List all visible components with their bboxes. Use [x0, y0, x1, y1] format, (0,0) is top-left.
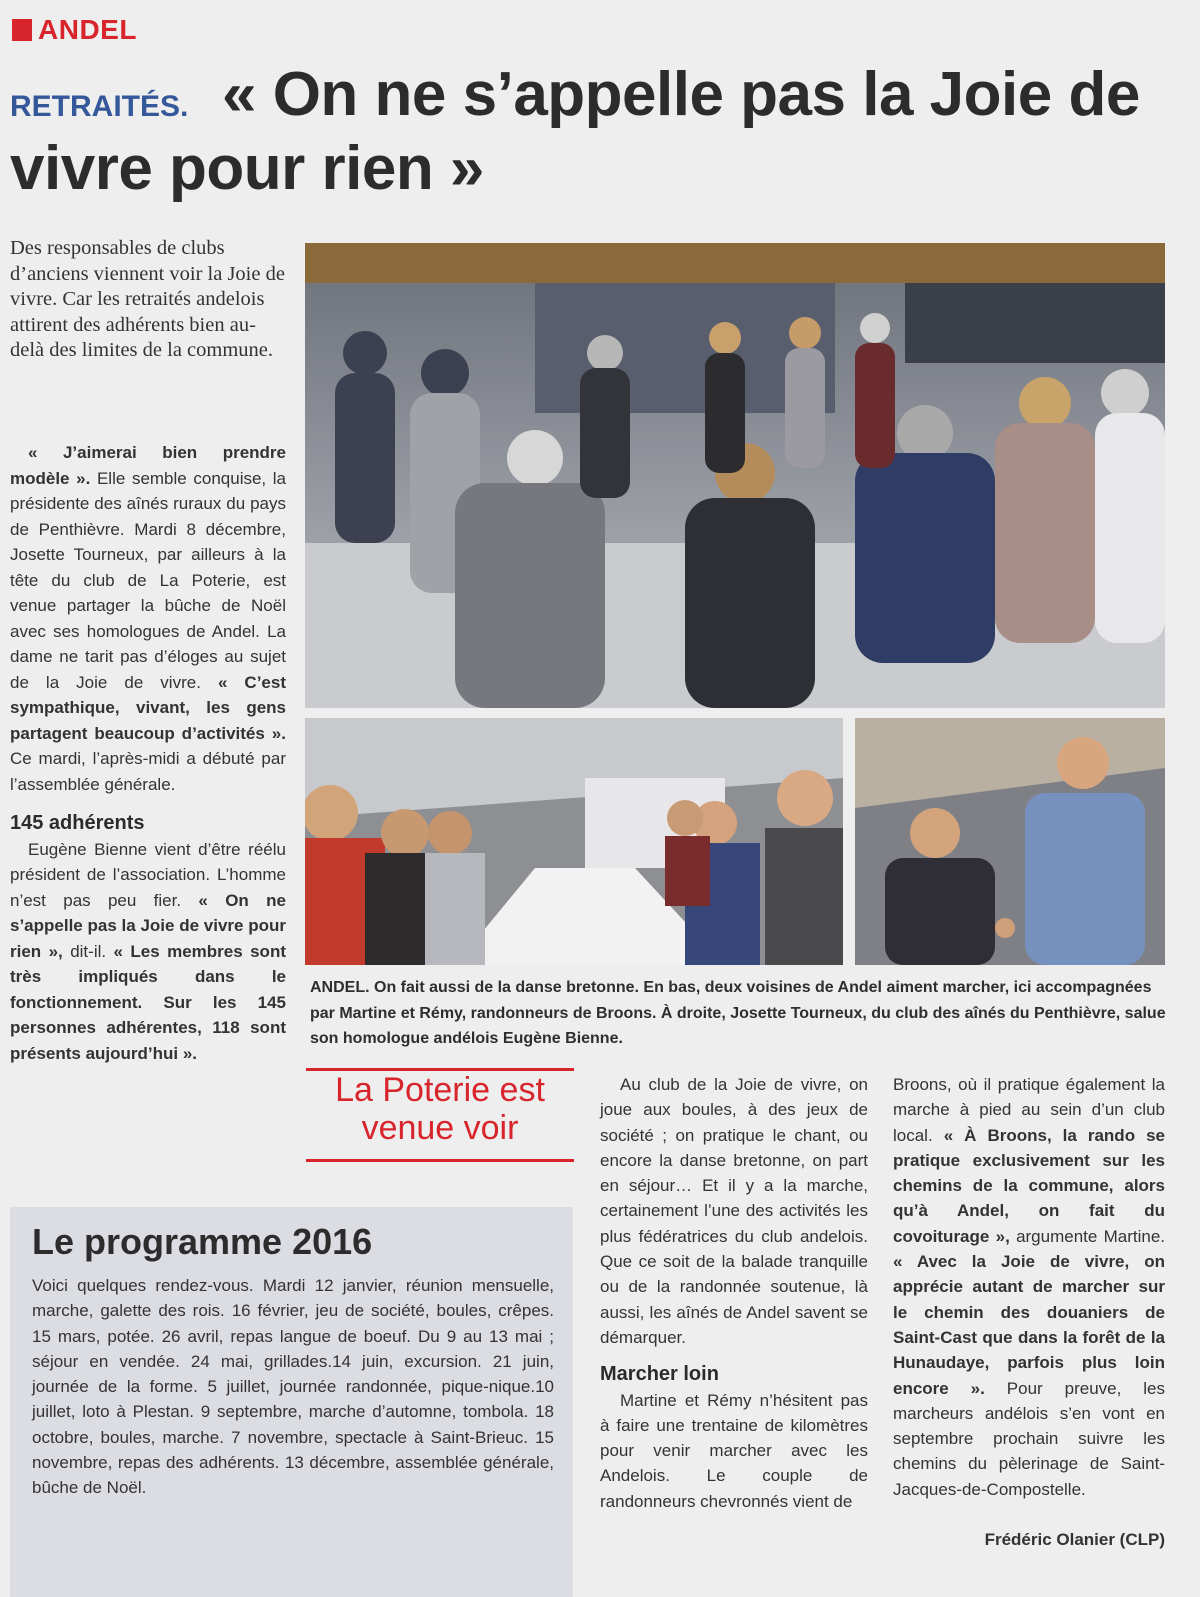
body-paragraph-4: Martine et Rémy n’hésitent pas à faire une trentaine de kilomètres pour venir marcher avec les Andelois. Le couple de randonneurs chevronnés vient de	[600, 1390, 868, 1511]
program-box	[10, 1207, 573, 1597]
headline	[10, 58, 1180, 206]
caption-lead: ANDEL.	[310, 979, 370, 996]
body-paragraph-1: « J’aimerai bien prendre modèle ». Elle semble conquise, la présidente des aînés ruraux du pays de Penthièvre. Mardi 8 décembre, Josette Tourneux, par ailleurs à la tête du club de La Poterie, est venue partager la bûche de Noël avec ses homologues de Andel. La dame ne tarit pas d’éloges au sujet de la Joie de vivre. « C’est sympathique, vivant, les gens partagent beaucoup d’activités ». Ce mardi, l’après-midi a débuté par l’assemblée générale.	[10, 443, 287, 794]
subhead-marcher-loin: Marcher loin	[600, 1363, 719, 1386]
pull-quote-line-2: venue voir	[361, 1109, 519, 1147]
body-column-3	[893, 1072, 1165, 1502]
section-marker	[12, 19, 32, 41]
body-column-1	[10, 440, 286, 1066]
photo-lunch-table	[305, 718, 843, 965]
author-signature: Frédéric Olanier (CLP)	[984, 1530, 1165, 1549]
body-paragraph-3: Au club de la Joie de vivre, on joue aux boules, à des jeux de société ; on pratique le chant, ou encore la danse bretonne, on part en séjour… Et il y a la marche, certainement l’une des activités les plus fédératrices du club andelois. Que ce soit de la balade tranquille ou de la randonnée soutenue, là aussi, les aînés de Andel savent se démarquer.	[600, 1075, 868, 1347]
kicker: RETRAITÉS.	[10, 90, 189, 123]
lead-paragraph: Des responsables de clubs d’anciens viennent voir la Joie de vivre. Car les retraités andelois attirent des adhérents bien au-delà des limites de la commune.	[10, 237, 285, 361]
headline-text: « On ne s’appelle pas la Joie de vivre pour rien »	[10, 60, 1140, 203]
pull-quote-line-1: La Poterie est	[335, 1071, 545, 1109]
section-name: ANDEL	[38, 14, 137, 45]
body-column-2	[600, 1072, 868, 1514]
photo-dance-circle	[305, 243, 1165, 708]
body-paragraph-2: Eugène Bienne vient d’être réélu président de l’association. L’homme n’est pas peu fier. « On ne s’appelle pas la Joie de vivre pour rien », dit-il. « Les membres sont très impliqués dans le fonctionnement. Sur les 145 personnes adhérentes, 118 sont présents aujourd’hui ».	[10, 839, 286, 1063]
program-title: Le programme 2016	[32, 1221, 373, 1262]
program-text: Voici quelques rendez-vous. Mardi 12 janvier, réunion mensuelle, marche, galette des rois. 16 février, jeu de société, boules, crêpes. 15 mars, potée. 26 avril, repas langue de boeuf. Du 9 au 13 mai ; séjour en vendée. 24 mai, grillades.14 juin, excursion. 21 juin, journée de la forme. 5 juillet, journée randonnée, pique-nique.10 juillet, loto à Plestan. 9 septembre, marche d’automne, tombola. 18 octobre, boules, marche. 7 novembre, spectacle à Saint-Brieuc. 15 novembre, repas des adhérents. 13 décembre, assemblée générale, bûche de Noël.	[32, 1276, 554, 1498]
pull-quote	[306, 1068, 574, 1162]
photo-handshake	[855, 718, 1165, 965]
photo-caption	[310, 975, 1170, 1052]
section-label	[12, 14, 137, 46]
subhead-adherents: 145 adhérents	[10, 812, 145, 834]
caption-text: On fait aussi de la danse bretonne. En bas, deux voisines de Andel aiment marcher, ici accompagnées par Martine et Rémy, randonneurs de Broons. À droite, Josette Tourneux, du club des aînés du Penthièvre, salue son homologue andélois Eugène Bienne.	[310, 979, 1166, 1047]
body-paragraph-5: Broons, où il pratique également la marche à pied au sein d’un club local. « À Broons, la rando se pratique exclusivement sur les chemins de la commune, alors qu’à Andel, on fait du covoiturage », argumente Martine. « Avec la Joie de vivre, on apprécie autant de marcher sur le chemin des douaniers de Saint-Cast que dans la forêt de la Hunaudaye, parfois plus loin encore ». Pour preuve, les marcheurs andélois s’en vont en septembre prochain suivre les chemins du pèlerinage de Saint-Jacques-de-Compostelle.	[893, 1075, 1165, 1499]
